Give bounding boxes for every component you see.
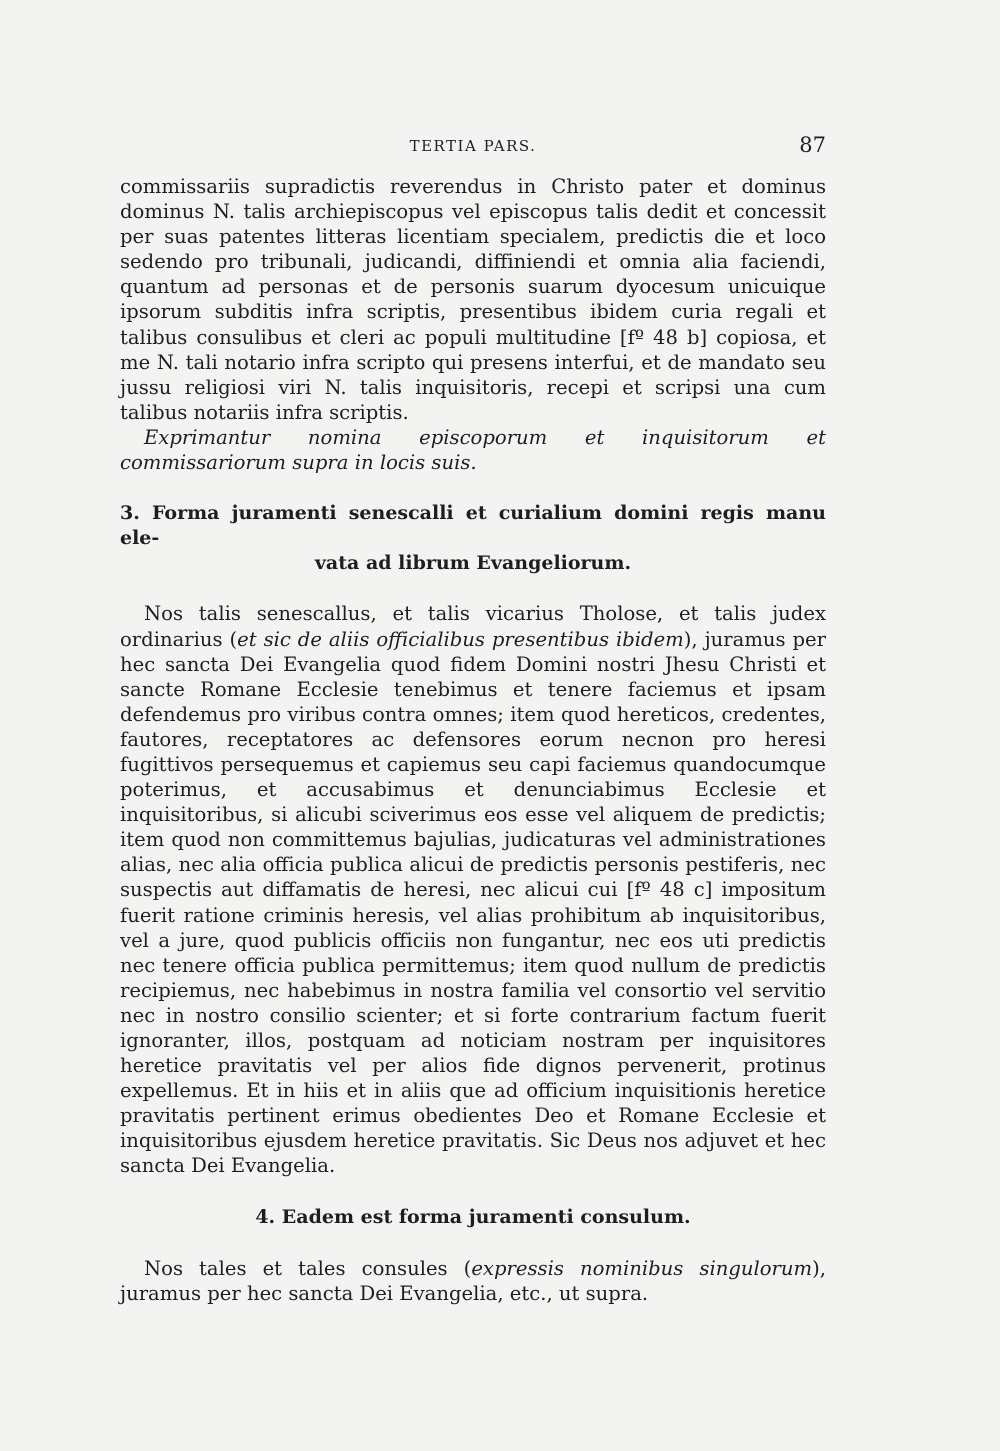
section-2-note-text: Exprimantur nomina episcoporum et inquisitorum et commissariorum supra in locis suis. <box>120 425 826 475</box>
section-3-heading-line1: 3. Forma juramenti senescalli et curialium domini regis manu ele- <box>120 502 826 550</box>
section-3-heading-line2: vata ad librum Evangeliorum. <box>314 552 632 575</box>
section-4-text-end: ), juramus per hec sancta Dei Evangelia, etc., ut supra. <box>120 1256 826 1305</box>
section-4-text-start: Nos tales et tales consules ( <box>144 1256 472 1280</box>
page-header <box>120 133 826 163</box>
page-body <box>120 174 826 1306</box>
section-3-text-end: ), juramus per hec sancta Dei Evangelia quod fidem Domini nostri Jhesu Christi et sancte Romane Ecclesie tenebimus et tenere faciemus et ipsam defendemus pro viribus contra omnes; item quod hereticos, credentes, fautores, receptatores ac defensores eorum necnon pro heresi fugittivos persequemus et capiemus seu capi faciemus quandocumque poterimus, et accusabimus et denunciabimus Ecclesie et inquisitoribus, si alicubi sciverimus eos esse vel aliquem de predictis; item quod non committemus bajulias, judicaturas vel administrationes alias, nec alia officia publica alicui de predictis personis pestiferis, nec suspectis aut diffamatis de heresi, nec alicui cui [fº 48 c] impositum fuerit ratione criminis heresis, vel alias prohibitum ab inquisitoribus, vel a jure, quod publicis officiis non fungantur, nec eos uti predictis nec tenere officia publica permittemus; item quod nullum de predictis recipiemus, nec habebimus in nostra familia vel consortio vel servitio nec in nostro consilio scienter; et si forte contrarium factum fuerit ignoranter, illos, postquam ad noticiam nostram per inquisitores heretice pravitatis vel per alios fide dignos pervenerit, protinus expellemus. Et in hiis et in aliis que ad officium inquisitionis heretice pravitatis pertinent erimus obedientes Deo et Romane Ecclesie et inquisitoribus ejusdem heretice pravitatis. Sic Deus nos adjuvet et hec sancta Dei Evangelia. <box>120 627 827 1178</box>
running-head: TERTIA PARS. <box>409 137 537 155</box>
section-3-paragraph <box>120 601 826 1178</box>
section-2-note <box>120 425 826 475</box>
section-4-paragraph <box>120 1256 826 1306</box>
section-3-heading <box>120 501 826 576</box>
section-4-heading: 4. Eadem est forma juramenti consulum. <box>255 1205 691 1228</box>
section-4-italic: expressis nominibus singulorum <box>471 1256 813 1280</box>
section-2-paragraph: commissariis supradictis reverendus in Christo pater et dominus dominus N. talis archiepiscopus vel episcopus talis dedit et concessit per suas patentes litteras licentiam specialem, predictis die et loco sedendo pro tribunali, judicandi, diffiniendi et omnia alia faciendi, quantum ad personas et de personis suarum dyocesum unicuique ipsorum subditis infra scriptis, presentibus ibidem curia regali et talibus consulibus et cleri ac populi multitudine [fº 48 b] copiosa, et me N. tali notario infra scripto qui presens interfui, et de mandato seu jussu religiosi viri N. talis inquisitoris, recepi et scripsi una cum talibus notariis infra scriptis. <box>120 175 826 424</box>
section-3-text-start: Nos talis senescallus, et talis vicarius Tholose, et talis judex ordinarius ( <box>120 602 826 651</box>
page-number: 87 <box>799 133 826 157</box>
section-3-italic: et sic de aliis officialibus presentibus ibidem <box>237 627 684 651</box>
